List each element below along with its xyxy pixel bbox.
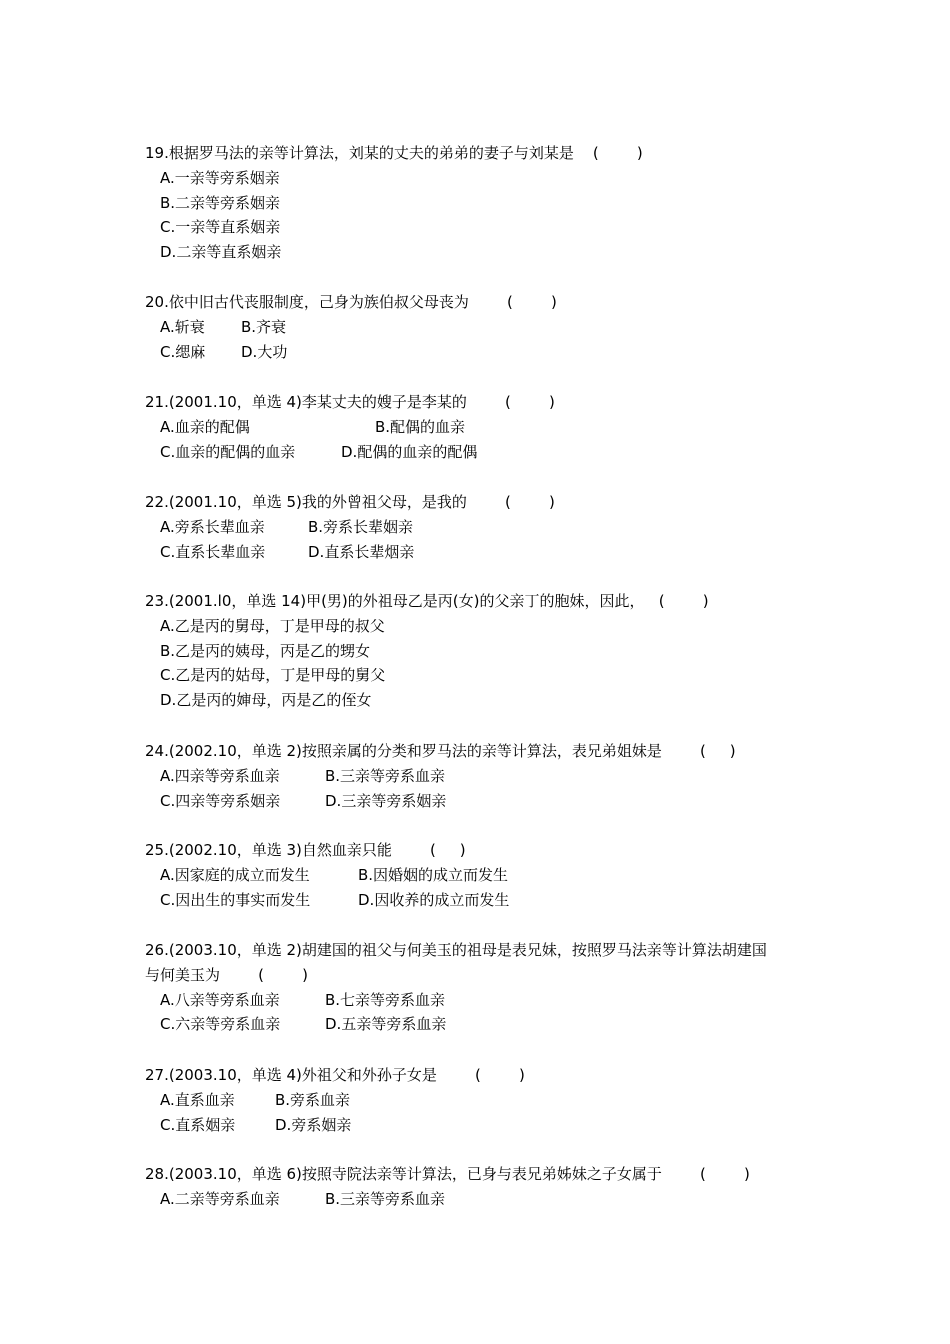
- option-c: C.乙是丙的姑母，丁是甲母的舅父: [160, 666, 386, 685]
- option-row: [145, 515, 825, 540]
- option-c: C.四亲等旁系姻亲: [160, 791, 281, 810]
- option-a: A.旁系长辈血亲: [160, 517, 265, 536]
- option-d: D.因收养的成立而发生: [358, 890, 510, 909]
- option-row: [145, 1113, 825, 1138]
- option-row: [145, 191, 825, 216]
- option-d: D.乙是丙的婶母，丙是乙的侄女: [160, 691, 372, 710]
- option-row: [145, 440, 825, 465]
- question-stem: 27.(2003.10，单选 4)外祖父和外孙子女是 ( ): [145, 1066, 525, 1084]
- question-stem: 21.(2001.10，单选 4)李某丈夫的嫂子是李某的 ( ): [145, 393, 555, 411]
- question-stem: 25.(2002.10，单选 3)自然血亲只能 ( ): [145, 841, 466, 859]
- option-row: [145, 614, 825, 639]
- option-c: C.一亲等直系姻亲: [160, 218, 281, 237]
- option-b: B.配偶的血亲: [375, 417, 466, 436]
- option-row: [145, 764, 825, 789]
- option-d: D.二亲等直系姻亲: [160, 243, 282, 262]
- question-stem: 20.依中旧古代丧服制度，己身为族伯叔父母丧为 ( ): [145, 293, 557, 311]
- question-stem: 23.(2001.l0，单选 14)甲(男)的外祖母乙是丙(女)的父亲丁的胞妹，因此， ( ): [145, 592, 709, 610]
- question-21: [145, 390, 825, 464]
- option-d: D.直系长辈烟亲: [308, 542, 415, 561]
- option-row: [145, 863, 825, 888]
- question-stem-line-1: 26.(2003.10，单选 2)胡建国的祖父与何美玉的祖母是表兄妹，按照罗马法亲等计算法胡建国: [145, 941, 767, 959]
- option-row: [145, 639, 825, 664]
- question-stem: 22.(2001.10，单选 5)我的外曾祖父母，是我的 ( ): [145, 493, 555, 511]
- option-a: A.二亲等旁系血亲: [160, 1189, 280, 1208]
- option-a: A.四亲等旁系血亲: [160, 766, 280, 785]
- option-row: [145, 166, 825, 191]
- option-row: [145, 540, 825, 565]
- option-b: B.因婚姻的成立而发生: [358, 865, 509, 884]
- option-c: C.因出生的事实而发生: [160, 890, 311, 909]
- option-c: C.血亲的配偶的血亲: [160, 442, 296, 461]
- question-19: [145, 141, 825, 265]
- question-20: [145, 290, 825, 364]
- option-a: A.一亲等旁系姻亲: [160, 168, 280, 187]
- option-b: B.三亲等旁系血亲: [325, 766, 446, 785]
- option-b: B.三亲等旁系血亲: [325, 1189, 446, 1208]
- option-c: C.缌麻: [160, 342, 206, 361]
- question-stem: 28.(2003.10，单选 6)按照寺院法亲等计算法，已身与表兄弟姊妹之子女属于 ( ): [145, 1165, 750, 1183]
- option-row: [145, 1187, 825, 1212]
- question-24: [145, 739, 825, 813]
- question-27: [145, 1063, 825, 1137]
- option-d: D.大功: [241, 342, 288, 361]
- option-d: D.旁系姻亲: [275, 1115, 352, 1134]
- option-a: A.乙是丙的舅母，丁是甲母的叔父: [160, 616, 385, 635]
- option-c: C.六亲等旁系血亲: [160, 1015, 281, 1034]
- option-d: D.三亲等旁系姻亲: [325, 791, 447, 810]
- option-a: A.八亲等旁系血亲: [160, 990, 280, 1009]
- option-a: A.斩衰: [160, 317, 205, 336]
- option-d: D.五亲等旁系血亲: [325, 1015, 447, 1034]
- option-row: [145, 1012, 825, 1037]
- option-row: [145, 415, 825, 440]
- option-b: B.七亲等旁系血亲: [325, 990, 446, 1009]
- option-b: B.二亲等旁系姻亲: [160, 193, 281, 212]
- option-a: A.血亲的配偶: [160, 417, 250, 436]
- option-row: [145, 240, 825, 265]
- question-stem-line-2: 与何美玉为 ( ): [145, 965, 308, 984]
- option-b: B.旁系血亲: [275, 1090, 351, 1109]
- option-row: [145, 888, 825, 913]
- option-a: A.直系血亲: [160, 1090, 235, 1109]
- question-23: [145, 589, 825, 713]
- option-c: C.直系长辈血亲: [160, 542, 266, 561]
- option-b: B.旁系长辈姻亲: [308, 517, 414, 536]
- question-stem: 24.(2002.10，单选 2)按照亲属的分类和罗马法的亲等计算法，表兄弟姐妹是 ( ): [145, 742, 736, 760]
- option-row: [145, 663, 825, 688]
- option-row: [145, 315, 825, 340]
- question-stem: 19.根据罗马法的亲等计算法，刘某的丈夫的弟弟的妻子与刘某是 ( ): [145, 144, 643, 162]
- option-row: [145, 215, 825, 240]
- option-b: B.乙是丙的姨母，丙是乙的甥女: [160, 641, 371, 660]
- question-28: [145, 1162, 825, 1212]
- option-row: [145, 988, 825, 1013]
- option-c: C.直系姻亲: [160, 1115, 236, 1134]
- question-25: [145, 838, 825, 912]
- question-22: [145, 490, 825, 564]
- option-b: B.齐衰: [241, 317, 287, 336]
- option-row: [145, 789, 825, 814]
- option-row: [145, 340, 825, 365]
- option-row: [145, 1088, 825, 1113]
- question-26: [145, 938, 825, 1037]
- option-row: [145, 688, 825, 713]
- option-a: A.因家庭的成立而发生: [160, 865, 310, 884]
- option-d: D.配偶的血亲的配偶: [341, 442, 478, 461]
